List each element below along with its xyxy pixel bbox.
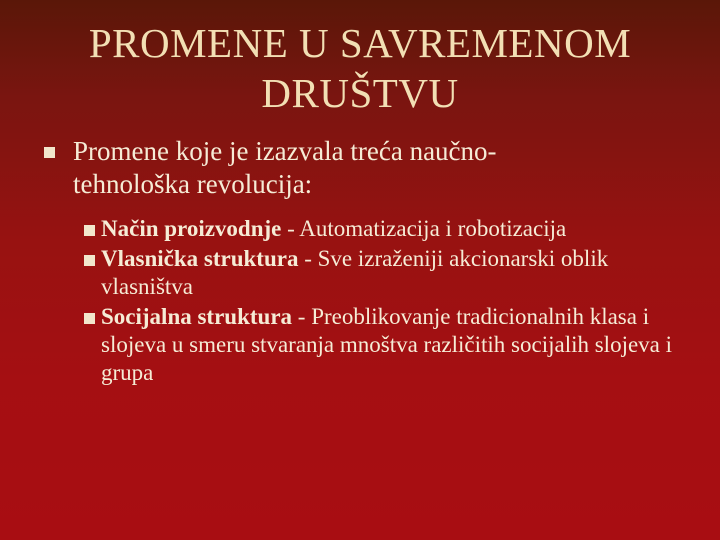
square-bullet-icon [44,147,55,158]
sub-bullet-term: Vlasnička struktura [101,246,299,271]
square-bullet-icon [84,313,95,324]
sub-bullet-item [80,303,680,387]
main-bullet-line-2: tehnološka revolucija: [73,169,313,199]
sub-bullet-item [80,245,680,301]
sub-bullet-term: Način proizvodnje [101,216,282,241]
sub-bullet-description: - Preoblikovanje tradicionalnih klasa i slojeva u smeru stvaranja mnoštva različitih socijalih slojeva i grupa [101,304,673,385]
title-line-2: DRUŠTVU [261,70,459,116]
sub-bullet-text [101,245,680,301]
sub-bullet-term: Socijalna struktura [101,304,293,329]
slide-title [40,18,680,118]
main-bullet-item [40,135,690,201]
square-bullet-icon [84,225,95,236]
square-bullet-icon [84,255,95,266]
sub-bullet-description: - Sve izraženiji akcionarski oblik vlasništva [101,246,609,299]
sub-bullet-item [80,215,680,243]
sub-bullet-description: - Automatizacija i robotizacija [281,216,567,241]
title-line-1: PROMENE U SAVREMENOM [88,20,632,66]
sub-bullet-text [101,303,680,387]
sub-bullet-list [80,215,680,389]
main-bullet-text [73,135,690,201]
main-bullet-line-1: Promene koje je izazvala treća naučno- [73,136,497,166]
sub-bullet-text [101,215,680,243]
